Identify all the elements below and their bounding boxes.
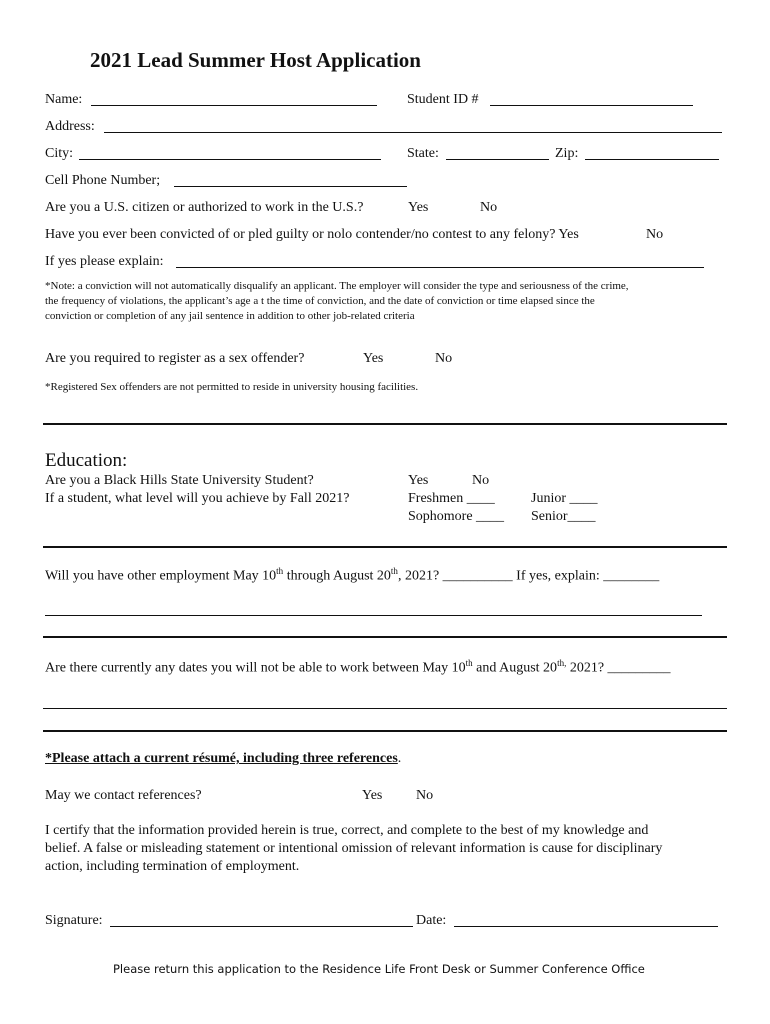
sex-offender-question: Are you required to register as a sex offender?	[45, 351, 305, 366]
city-field[interactable]	[79, 146, 381, 160]
bhsu-question: Are you a Black Hills State University Student?	[45, 473, 314, 488]
contact-references-yes[interactable]: Yes	[362, 788, 383, 803]
employment-explain-field[interactable]	[45, 602, 702, 616]
employment-question: Will you have other employment May 10th through August 20th, 2021? __________ If yes, explain: ________	[45, 566, 660, 584]
zip-label: Zip:	[555, 146, 579, 161]
level-senior[interactable]: Senior____	[531, 509, 596, 524]
divider	[43, 423, 727, 425]
divider	[43, 636, 727, 638]
page-title: 2021 Lead Summer Host Application	[90, 48, 421, 72]
student-id-field[interactable]	[490, 92, 693, 106]
conviction-note-line2: the frequency of violations, the applicant’s age a t the time of conviction, and the date of conviction or time elapsed since the	[45, 295, 595, 307]
felony-question: Have you ever been convicted of or pled guilty or nolo contender/no contest to any felony? Yes	[45, 227, 579, 242]
citizen-no[interactable]: No	[480, 200, 498, 215]
conviction-note-line1: *Note: a conviction will not automatically disqualify an applicant. The employer will consider the type and seriousness of the crime,	[45, 280, 629, 292]
divider	[43, 730, 727, 732]
level-freshmen[interactable]: Freshmen ____	[408, 491, 495, 506]
contact-references-question: May we contact references?	[45, 788, 202, 803]
dates-question: Are there currently any dates you will not be able to work between May 10th and August $20^{th,}$ 2021? _________	[45, 658, 671, 676]
state-label: State:	[407, 146, 439, 161]
felony-explain-field[interactable]	[176, 254, 704, 268]
level-question: If a student, what level will you achieve by Fall 2021?	[45, 491, 350, 506]
city-label: City:	[45, 146, 74, 161]
contact-references-no[interactable]: No	[416, 788, 434, 803]
name-label: Name:	[45, 92, 83, 107]
level-sophomore[interactable]: Sophomore ____	[408, 509, 505, 524]
citizen-question: Are you a U.S. citizen or authorized to work in the U.S.?	[45, 200, 364, 215]
education-heading: Education:	[45, 450, 128, 471]
bhsu-yes[interactable]: Yes	[408, 473, 429, 488]
cell-phone-field[interactable]	[174, 173, 407, 187]
zip-field[interactable]	[585, 146, 719, 160]
citizen-yes[interactable]: Yes	[408, 200, 429, 215]
sex-offender-no[interactable]: No	[435, 351, 453, 366]
signature-field[interactable]	[110, 913, 413, 927]
certify-line2: belief. A false or misleading statement or intentional omission of relevant information is cause for disciplinary	[45, 841, 663, 856]
address-field[interactable]	[104, 119, 722, 133]
dates-explain-field[interactable]	[43, 708, 727, 709]
name-field[interactable]	[91, 92, 377, 106]
felony-explain-label: If yes please explain:	[45, 254, 164, 269]
return-instruction: Please return this application to the Residence Life Front Desk or Summer Conference Office	[113, 962, 645, 976]
sex-offender-yes[interactable]: Yes	[363, 351, 384, 366]
sex-offender-note: *Registered Sex offenders are not permitted to reside in university housing facilities.	[45, 381, 419, 393]
state-field[interactable]	[446, 146, 549, 160]
conviction-note-line3: conviction or completion of any jail sentence in addition to other job-related criteria	[45, 310, 415, 322]
level-junior[interactable]: Junior ____	[531, 491, 598, 506]
address-label: Address:	[45, 119, 95, 134]
resume-instruction: *Please attach a current résumé, including three references.	[45, 751, 402, 766]
date-field[interactable]	[454, 913, 718, 927]
cell-phone-label: Cell Phone Number;	[45, 173, 161, 188]
felony-no[interactable]: No	[646, 227, 664, 242]
date-label: Date:	[416, 913, 447, 928]
signature-label: Signature:	[45, 913, 103, 928]
certify-line3: action, including termination of employment.	[45, 859, 300, 874]
student-id-label: Student ID #	[407, 92, 479, 107]
bhsu-no[interactable]: No	[472, 473, 490, 488]
divider	[43, 546, 727, 548]
certify-line1: I certify that the information provided herein is true, correct, and complete to the best of my knowledge and	[45, 823, 649, 838]
